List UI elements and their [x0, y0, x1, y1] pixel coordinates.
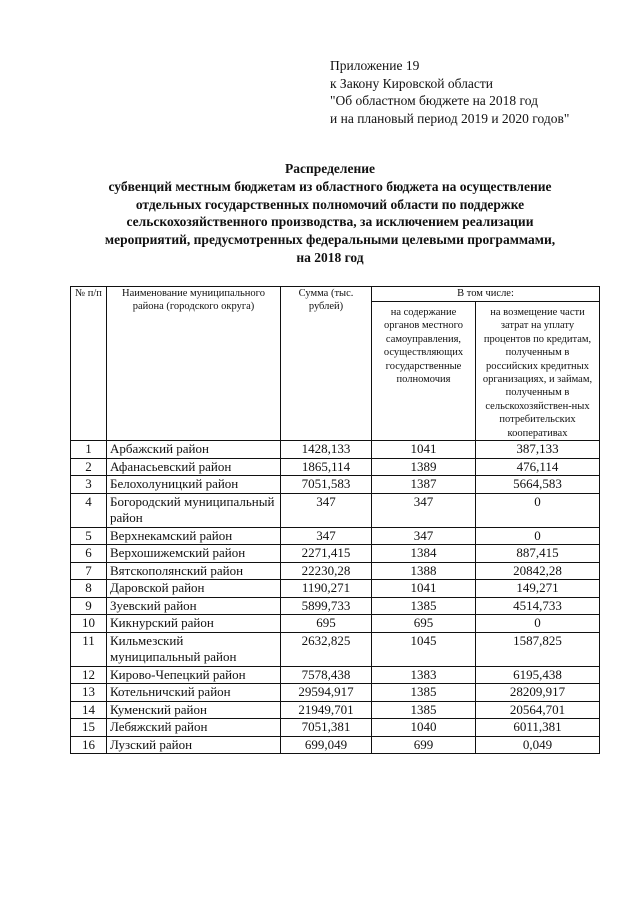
interest-compensation-sum: 28209,917 [476, 684, 600, 702]
maintenance-sum: 695 [372, 615, 476, 633]
table-row [71, 493, 600, 527]
header-maintenance: на содержание органов местного самоуправления, осуществляющих государственные полномочия [372, 302, 476, 441]
table-row [71, 719, 600, 737]
row-number: 5 [71, 527, 107, 545]
district-name: Куменский район [107, 701, 281, 719]
table-row [71, 441, 600, 459]
maintenance-sum: 1388 [372, 562, 476, 580]
title-line: мероприятий, предусмотренных федеральными целевыми программами, [104, 232, 556, 248]
maintenance-sum: 347 [372, 493, 476, 527]
header-sum: Сумма (тыс. рублей) [281, 287, 372, 441]
subsidy-table [70, 286, 600, 754]
total-sum: 347 [281, 527, 372, 545]
total-sum: 695 [281, 615, 372, 633]
table-row [71, 684, 600, 702]
row-number: 7 [71, 562, 107, 580]
appendix-line: Приложение 19 [330, 58, 420, 73]
total-sum: 7051,381 [281, 719, 372, 737]
interest-compensation-sum: 6195,438 [476, 666, 600, 684]
table-row [71, 736, 600, 754]
district-name: Белохолуницкий район [107, 476, 281, 494]
row-number: 10 [71, 615, 107, 633]
total-sum: 7051,583 [281, 476, 372, 494]
header-interest-compensation: на возмещение части затрат на уплату процентов по кредитам, полученным в российских кредитных организациях, и займам, полученным в сельскохозяйствен-ных потребительских кооперативах [476, 302, 600, 441]
maintenance-sum: 1384 [372, 545, 476, 563]
interest-compensation-sum: 0 [476, 493, 600, 527]
district-name: Кильмезский муниципальный район [107, 632, 281, 666]
header-name: Наименование муниципального района (городского округа) [107, 287, 281, 441]
maintenance-sum: 1041 [372, 441, 476, 459]
district-name: Зуевский район [107, 597, 281, 615]
interest-compensation-sum: 4514,733 [476, 597, 600, 615]
maintenance-sum: 1385 [372, 597, 476, 615]
district-name: Вятскополянский район [107, 562, 281, 580]
header-including: В том числе: [372, 287, 600, 302]
row-number: 12 [71, 666, 107, 684]
table-row [71, 545, 600, 563]
interest-compensation-sum: 0 [476, 527, 600, 545]
total-sum: 699,049 [281, 736, 372, 754]
document-title [60, 160, 600, 267]
row-number: 1 [71, 441, 107, 459]
maintenance-sum: 347 [372, 527, 476, 545]
interest-compensation-sum: 1587,825 [476, 632, 600, 666]
total-sum: 347 [281, 493, 372, 527]
table-row [71, 666, 600, 684]
total-sum: 2271,415 [281, 545, 372, 563]
table-row [71, 580, 600, 598]
row-number: 3 [71, 476, 107, 494]
district-name: Лебяжский район [107, 719, 281, 737]
appendix-line: "Об областном бюджете на 2018 год [330, 93, 538, 108]
district-name: Арбажский район [107, 441, 281, 459]
interest-compensation-sum: 20842,28 [476, 562, 600, 580]
title-line: сельскохозяйственного производства, за исключением реализации [126, 214, 534, 230]
maintenance-sum: 1040 [372, 719, 476, 737]
row-number: 13 [71, 684, 107, 702]
total-sum: 1865,114 [281, 458, 372, 476]
interest-compensation-sum: 149,271 [476, 580, 600, 598]
title-line: отдельных государственных полномочий области по поддержке [135, 196, 525, 212]
district-name: Кикнурский район [107, 615, 281, 633]
total-sum: 21949,701 [281, 701, 372, 719]
district-name: Даровской район [107, 580, 281, 598]
table-row [71, 527, 600, 545]
table-row [71, 562, 600, 580]
interest-compensation-sum: 5664,583 [476, 476, 600, 494]
interest-compensation-sum: 0 [476, 615, 600, 633]
row-number: 9 [71, 597, 107, 615]
table-row [71, 701, 600, 719]
total-sum: 7578,438 [281, 666, 372, 684]
maintenance-sum: 699 [372, 736, 476, 754]
total-sum: 5899,733 [281, 597, 372, 615]
row-number: 4 [71, 493, 107, 527]
maintenance-sum: 1385 [372, 684, 476, 702]
table-row [71, 632, 600, 666]
appendix-line: к Закону Кировской области [330, 75, 494, 91]
row-number: 11 [71, 632, 107, 666]
table-row [71, 458, 600, 476]
maintenance-sum: 1041 [372, 580, 476, 598]
interest-compensation-sum: 6011,381 [476, 719, 600, 737]
row-number: 16 [71, 736, 107, 754]
total-sum: 29594,917 [281, 684, 372, 702]
district-name: Афанасьевский район [107, 458, 281, 476]
total-sum: 22230,28 [281, 562, 372, 580]
total-sum: 1190,271 [281, 580, 372, 598]
maintenance-sum: 1387 [372, 476, 476, 494]
maintenance-sum: 1045 [372, 632, 476, 666]
header-num: № п/п [71, 287, 107, 441]
table-body [71, 441, 600, 754]
maintenance-sum: 1383 [372, 666, 476, 684]
title-line: Распределение [284, 161, 376, 176]
interest-compensation-sum: 20564,701 [476, 701, 600, 719]
row-number: 14 [71, 701, 107, 719]
row-number: 6 [71, 545, 107, 563]
total-sum: 2632,825 [281, 632, 372, 666]
table-row [71, 476, 600, 494]
interest-compensation-sum: 476,114 [476, 458, 600, 476]
maintenance-sum: 1389 [372, 458, 476, 476]
district-name: Кирово-Чепецкий район [107, 666, 281, 684]
appendix-line: и на плановый период 2019 и 2020 годов" [330, 110, 570, 126]
row-number: 2 [71, 458, 107, 476]
district-name: Лузский район [107, 736, 281, 754]
total-sum: 1428,133 [281, 441, 372, 459]
district-name: Верхошижемский район [107, 545, 281, 563]
title-line: на 2018 год [296, 249, 364, 265]
district-name: Верхнекамский район [107, 527, 281, 545]
district-name: Богородский муниципальный район [107, 493, 281, 527]
table-row [71, 615, 600, 633]
interest-compensation-sum: 387,133 [476, 441, 600, 459]
interest-compensation-sum: 0,049 [476, 736, 600, 754]
interest-compensation-sum: 887,415 [476, 545, 600, 563]
district-name: Котельничский район [107, 684, 281, 702]
row-number: 8 [71, 580, 107, 598]
title-line: субвенций местным бюджетам из областного бюджета на осуществление [108, 178, 552, 194]
row-number: 15 [71, 719, 107, 737]
maintenance-sum: 1385 [372, 701, 476, 719]
appendix-note [330, 57, 569, 127]
table-row [71, 597, 600, 615]
